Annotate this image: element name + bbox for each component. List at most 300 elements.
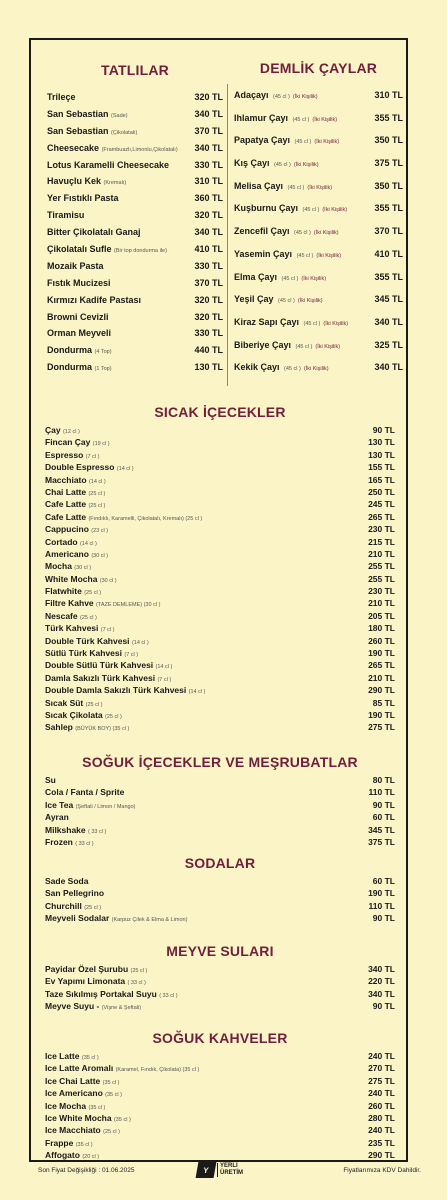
menu-item-label: [47, 278, 111, 288]
menu-item-price: 345 TL: [374, 294, 403, 305]
menu-item-name: San Pellegrino: [45, 888, 105, 899]
menu-item-note: (7 cl ): [157, 676, 172, 683]
menu-item-price: 155 TL: [368, 462, 395, 473]
menu-item-note: (35 cl ): [88, 1104, 106, 1111]
menu-item-name: Cafe Latte: [45, 499, 87, 510]
menu-item-price: 180 TL: [368, 623, 395, 634]
menu-item-price: 310 TL: [194, 176, 223, 187]
menu-item: [45, 837, 395, 849]
menu-item-price: 80 TL: [372, 775, 395, 785]
menu-item: [45, 1150, 395, 1162]
menu-item: [45, 524, 395, 536]
menu-item-volume: (45 cl ): [302, 207, 320, 214]
menu-item-price: 275 TL: [368, 1075, 395, 1086]
menu-item-label: [45, 964, 147, 974]
menu-item: [45, 425, 395, 437]
hot-drinks-heading: SICAK İÇECEKLER: [154, 404, 286, 420]
menu-item-volume: (45 cl ): [292, 116, 310, 123]
menu-item-name: Kış Çayı: [234, 158, 270, 169]
menu-item-name: Ice Latte: [45, 1051, 80, 1061]
menu-item-note: (Sade): [111, 112, 128, 119]
menu-item-label: [45, 537, 97, 547]
menu-item-volume: (45 cl ): [294, 139, 312, 146]
menu-item-name: Milkshake: [45, 824, 86, 835]
menu-item-name: Macchiato: [45, 474, 87, 485]
menu-item-name: Türk Kahvesi: [45, 623, 99, 634]
menu-item-note: (12 cl ): [62, 429, 80, 435]
menu-item-note: (35 cl ): [102, 1079, 120, 1086]
menu-item-note: (Vişne & Şeftali): [101, 1005, 142, 1012]
menu-item-label: [47, 126, 137, 136]
menu-item: [45, 888, 395, 900]
menu-item-name: Meyve Suyu -: [45, 1001, 100, 1012]
menu-item: [47, 210, 223, 227]
menu-item-label: [45, 450, 99, 460]
menu-item-note: ( 33 cl ): [88, 828, 107, 835]
iced-coffees-heading: SOĞUK KAHVELER: [152, 1030, 288, 1046]
menu-item-name: Dondurma: [47, 362, 92, 373]
menu-item-price: 210 TL: [368, 672, 395, 683]
menu-item: [45, 462, 395, 474]
menu-item-price: 90 TL: [372, 799, 395, 810]
menu-item: [47, 227, 223, 244]
menu-item-name: Adaçayı: [234, 90, 269, 100]
menu-item-name: San Sebastian: [47, 108, 109, 119]
menu-item-label: [45, 1125, 120, 1135]
menu-item-label: [45, 574, 117, 584]
menu-item-name: Ice Mocha: [45, 1100, 87, 1111]
menu-item-note: (Çikolatalı): [111, 129, 138, 136]
menu-item-note: (Şeftali / Limon / Mango): [75, 803, 136, 810]
menu-item-name: Americano: [45, 548, 89, 559]
menu-item-name: Frappe: [45, 1137, 74, 1148]
menu-item: [45, 1138, 395, 1150]
menu-item-price: 90 TL: [372, 425, 395, 435]
menu-item: [45, 673, 395, 685]
menu-item-price: 410 TL: [194, 244, 223, 255]
menu-item: [47, 295, 223, 312]
menu-item-note: (İki Kişilik): [314, 139, 340, 146]
menu-item-name: Sahlep: [45, 722, 73, 733]
menu-item-price: 440 TL: [194, 345, 223, 356]
menu-item: [47, 109, 223, 126]
menu-item-volume: (45 cl ): [295, 343, 313, 350]
menu-item-price: 165 TL: [368, 474, 395, 485]
menu-item-price: 355 TL: [374, 203, 403, 214]
menu-item: [45, 598, 395, 610]
menu-item: [45, 623, 395, 635]
menu-item: [45, 710, 395, 722]
menu-item-price: 260 TL: [368, 635, 395, 646]
menu-item-name: Ihlamur Çayı: [234, 112, 289, 123]
menu-item-name: Yasemin Çayı: [234, 248, 293, 259]
menu-item-price: 240 TL: [368, 1051, 395, 1061]
menu-frame: [29, 38, 408, 1162]
menu-item-label: [47, 143, 178, 153]
menu-item: [47, 143, 223, 160]
menu-item-note: (İki Kişilik): [316, 252, 342, 259]
menu-item-label: [45, 698, 102, 708]
menu-item: [45, 722, 395, 734]
menu-item-price: 110 TL: [368, 900, 395, 911]
menu-item-name: Çikolatalı Sufle: [47, 244, 112, 255]
menu-item-label: [47, 227, 141, 237]
menu-item-price: 210 TL: [368, 548, 395, 559]
menu-item-price: 190 TL: [368, 648, 395, 659]
menu-item-note: (30 cl ): [74, 565, 92, 572]
menu-item: [234, 226, 403, 249]
menu-item-price: 270 TL: [368, 1063, 395, 1074]
menu-item-label: [234, 158, 319, 168]
menu-item-label: [234, 181, 332, 191]
menu-item-name: Kuşburnu Çayı: [234, 203, 299, 214]
menu-item-label: [45, 837, 94, 847]
menu-item-price: 265 TL: [368, 660, 395, 671]
menu-item: [47, 176, 223, 193]
menu-item-label: [45, 775, 56, 785]
menu-item: [47, 312, 223, 329]
menu-item-price: 215 TL: [368, 536, 395, 547]
menu-item-price: 350 TL: [374, 135, 403, 146]
menu-item: [45, 499, 395, 511]
menu-item: [45, 800, 395, 812]
menu-item-label: [45, 1076, 119, 1086]
menu-item-name: Mocha: [45, 561, 72, 572]
menu-item-note: ( 33 cl ): [159, 992, 178, 999]
menu-item-name: Fincan Çay: [45, 437, 91, 448]
menu-item: [45, 876, 395, 888]
menu-item-label: [234, 362, 329, 372]
menu-item-price: 370 TL: [374, 226, 403, 237]
menu-item-price: 355 TL: [374, 271, 403, 282]
menu-item-name: Ice White Mocha: [45, 1112, 112, 1123]
menu-item: [45, 611, 395, 623]
menu-item-label: [45, 710, 122, 720]
menu-item-label: [47, 160, 169, 170]
menu-item: [45, 825, 395, 837]
menu-item-note: (İki Kişilik): [293, 162, 319, 169]
menu-item-note: (Fındıklı, Karamelli, Çikolatalı, Kremalı) (25 cl ): [88, 515, 203, 522]
menu-item-name: Browni Cevizli: [47, 311, 109, 322]
menu-item: [45, 1101, 395, 1113]
menu-item-name: Cheesecake: [47, 142, 100, 153]
menu-item: [234, 249, 403, 272]
menu-item: [45, 913, 395, 925]
menu-item-volume: (45 cl ): [303, 320, 321, 327]
menu-item-name: Filtre Kahve: [45, 598, 94, 609]
menu-item-note: (Frambuazlı,Limonlu,Çikolatalı): [101, 146, 178, 153]
menu-item-name: Sıcak Çikolata: [45, 709, 103, 720]
menu-item-name: Sade Soda: [45, 876, 89, 886]
menu-item-note: (TAZE DEMLEME) (30 cl ): [96, 602, 161, 609]
menu-item-price: 330 TL: [194, 328, 223, 339]
menu-item-note: (1 Top): [94, 366, 112, 373]
menu-item-name: Damla Sakızlı Türk Kahvesi: [45, 672, 156, 683]
menu-item-label: [47, 176, 126, 186]
menu-item-note: ( 33 cl ): [75, 840, 94, 847]
menu-item-note: (35 cl ): [113, 1116, 131, 1123]
menu-item-label: [47, 109, 128, 119]
menu-item-note: (Bir top dondurma ile): [114, 248, 167, 255]
menu-item-label: [45, 586, 101, 596]
yerli-uretim-icon: Y: [196, 1162, 217, 1178]
menu-item-note: (7 cl ): [100, 627, 115, 634]
menu-item-label: [45, 561, 91, 571]
menu-item: [234, 294, 403, 317]
menu-item-name: Cola / Fanta / Sprite: [45, 787, 125, 798]
menu-item-note: (35 cl ): [105, 1092, 122, 1099]
menu-item: [47, 160, 223, 177]
menu-item: [45, 989, 395, 1001]
menu-item-label: [234, 135, 339, 145]
menu-item: [234, 135, 403, 158]
juices-section: [45, 943, 395, 1014]
menu-item-name: Ice Latte Aromalı: [45, 1063, 114, 1074]
menu-item-note: (7 cl ): [124, 652, 139, 659]
menu-item: [47, 362, 223, 379]
menu-item: [45, 901, 395, 913]
menu-item-label: [45, 524, 108, 534]
menu-item-volume: (45 cl ): [273, 94, 290, 100]
menu-item-note: ( 33 cl ): [127, 980, 146, 987]
menu-item-price: 360 TL: [194, 193, 223, 204]
menu-item-price: 240 TL: [368, 1088, 395, 1099]
menu-item: [45, 1063, 395, 1075]
menu-item-label: [45, 598, 160, 608]
menu-item-name: Dondurma: [47, 345, 92, 356]
menu-item-note: (İki Kişilik): [312, 116, 338, 123]
menu-item-price: 245 TL: [368, 499, 395, 510]
menu-item: [47, 126, 223, 143]
menu-item-price: 340 TL: [194, 142, 223, 153]
menu-item-price: 255 TL: [368, 561, 395, 572]
desserts-section: [47, 62, 223, 379]
cold-drinks-section: [45, 754, 395, 849]
menu-item-label: [234, 294, 323, 304]
menu-item-volume: (45 cl ): [281, 275, 299, 282]
menu-item-note: (25 cl ): [105, 713, 122, 720]
menu-item-price: 265 TL: [368, 511, 395, 522]
menu-item-price: 320 TL: [194, 294, 223, 305]
menu-item-note: (BÜYÜK BOY) (35 cl ): [75, 726, 130, 733]
last-price-change: Son Fiyat Değişikliği : 01.06.2025: [38, 1167, 135, 1174]
menu-item-label: [45, 685, 205, 695]
menu-item: [234, 90, 403, 113]
menu-item-label: [47, 244, 167, 254]
menu-item-label: [45, 673, 171, 683]
cold-drinks-heading: SOĞUK İÇECEKLER VE MEŞRUBATLAR: [82, 754, 358, 770]
menu-item-label: [234, 272, 326, 282]
menu-item-price: 235 TL: [368, 1137, 395, 1148]
menu-item-label: [234, 249, 341, 259]
menu-item-price: 60 TL: [372, 812, 395, 823]
menu-item-label: [45, 787, 124, 797]
menu-item-name: Fıstık Mucizesi: [47, 277, 111, 288]
menu-item-note: (İki Kişilik): [297, 298, 323, 305]
menu-item: [45, 512, 395, 524]
menu-item: [45, 487, 395, 499]
menu-item-price: 350 TL: [374, 180, 403, 191]
menu-item-name: Double Damla Sakızlı Türk Kahvesi: [45, 685, 187, 696]
menu-item-name: Cafe Latte: [45, 511, 87, 522]
menu-item-volume: (45 cl ): [296, 252, 314, 259]
menu-item-price: 90 TL: [372, 913, 395, 924]
menu-item-name: Kırmızı Kadife Pastası: [47, 294, 142, 305]
menu-item-volume: (45 cl ): [278, 298, 295, 305]
menu-item-label: [234, 203, 347, 213]
menu-item-label: [45, 800, 136, 810]
menu-item-price: 355 TL: [374, 112, 403, 123]
menu-item-note: (İki Kişilik): [315, 343, 341, 350]
menu-item-price: 230 TL: [368, 586, 395, 597]
menu-item-price: 60 TL: [372, 876, 395, 886]
menu-item-note: (25 cl ): [103, 1129, 120, 1136]
menu-item-label: [45, 1088, 122, 1098]
menu-item-note: (7 cl ): [85, 453, 100, 460]
menu-item-label: [45, 636, 149, 646]
menu-item-label: [45, 437, 110, 447]
menu-item-name: Havuçlu Kek: [47, 176, 102, 187]
menu-item-price: 110 TL: [368, 787, 395, 798]
menu-item-note: (4 Top): [94, 349, 112, 356]
menu-item-label: [45, 1138, 93, 1148]
menu-item-note: (35 cl ): [81, 1055, 99, 1061]
menu-item-price: 210 TL: [368, 598, 395, 609]
menu-item: [45, 1051, 395, 1063]
menu-item-volume: (45 cl ): [287, 184, 305, 191]
menu-item: [234, 362, 403, 385]
menu-item-label: [45, 475, 106, 485]
menu-item-name: Affogato: [45, 1150, 80, 1161]
menu-item-name: Espresso: [45, 449, 84, 460]
menu-item-name: Su: [45, 775, 56, 785]
menu-item-label: [45, 1063, 199, 1073]
menu-item-label: [45, 1101, 105, 1111]
menu-item-price: 190 TL: [368, 709, 395, 720]
menu-item-name: Churchill: [45, 900, 82, 911]
menu-item-note: (14 cl ): [79, 540, 97, 547]
menu-item-price: 90 TL: [372, 1001, 395, 1012]
menu-item-volume: (45 cl ): [284, 366, 301, 373]
menu-item-label: [45, 1051, 99, 1061]
menu-item: [45, 1113, 395, 1125]
sodas-heading: SODALAR: [184, 855, 256, 871]
menu-item: [47, 328, 223, 345]
menu-item-name: Bitter Çikolatalı Ganaj: [47, 227, 141, 238]
menu-item-label: [45, 487, 105, 497]
menu-item: [45, 1001, 395, 1013]
logo-text: [217, 1163, 243, 1177]
menu-item-label: [45, 462, 134, 472]
menu-item-label: [45, 888, 104, 898]
menu-item: [45, 586, 395, 598]
menu-item-name: Cortado: [45, 536, 78, 547]
menu-item-name: Yer Fıstıklı Pasta: [47, 193, 119, 204]
menu-item-price: 130 TL: [368, 437, 395, 448]
menu-item-name: Elma Çayı: [234, 271, 278, 282]
menu-item-label: [234, 90, 318, 100]
menu-item-price: 340 TL: [374, 362, 403, 373]
menu-item-label: [47, 328, 111, 338]
menu-item-note: (İki Kişilik): [313, 230, 339, 237]
footer: [0, 1163, 447, 1194]
menu-item-label: [45, 623, 115, 633]
menu-item-name: Cappucino: [45, 524, 89, 535]
menu-item: [45, 574, 395, 586]
menu-item-name: Flatwhite: [45, 586, 82, 597]
menu-item: [45, 450, 395, 462]
menu-item-note: (30 cl ): [99, 577, 117, 584]
menu-item-name: Biberiye Çayı: [234, 339, 292, 350]
menu-item-name: Ice Macchiato: [45, 1125, 101, 1136]
menu-item-label: [45, 1113, 131, 1123]
menu-item-name: Papatya Çayı: [234, 135, 291, 146]
menu-item: [47, 261, 223, 278]
menu-item-label: [47, 92, 76, 102]
menu-item: [45, 685, 395, 697]
menu-item-name: Ice Chai Latte: [45, 1075, 101, 1086]
sodas-section: [45, 855, 395, 926]
menu-item-name: Lotus Karamelli Cheesecake: [47, 159, 170, 170]
menu-item-note: (Karpuz Çilek & Elma & Limon): [111, 917, 188, 924]
menu-item-volume: (45 cl ): [294, 230, 311, 237]
menu-item-note: (30 cl ): [91, 552, 109, 559]
menu-item-name: Nescafe: [45, 610, 78, 621]
menu-item-note: (23 cl ): [91, 528, 109, 535]
teapot-teas-heading: DEMLİK ÇAYLAR: [259, 60, 378, 76]
menu-item-name: Ice Tea: [45, 799, 74, 810]
menu-item-name: Çay: [45, 425, 61, 435]
menu-item-price: 330 TL: [194, 260, 223, 271]
menu-item-label: [234, 226, 339, 236]
menu-item-price: 320 TL: [194, 92, 223, 102]
menu-item: [45, 1088, 395, 1100]
menu-item-label: [45, 1001, 141, 1011]
juices-heading: MEYVE SULARI: [166, 943, 274, 959]
menu-item: [45, 475, 395, 487]
menu-item: [45, 787, 395, 799]
menu-item-name: Payidar Özel Şurubu: [45, 964, 129, 974]
menu-item-name: Kiraz Sapı Çayı: [234, 316, 300, 327]
yerli-uretim-logo: [197, 1162, 243, 1178]
iced-coffees-section: [45, 1030, 395, 1163]
menu-item-price: 220 TL: [368, 976, 395, 987]
menu-item-note: (İki Kişilik): [301, 275, 327, 282]
menu-item: [234, 317, 403, 340]
menu-item-price: 340 TL: [194, 227, 223, 238]
menu-item-price: 275 TL: [368, 722, 395, 733]
menu-item-price: 340 TL: [368, 964, 395, 974]
menu-item-label: [45, 425, 80, 435]
menu-item: [45, 976, 395, 988]
menu-item-name: Kekik Çayı: [234, 362, 280, 373]
menu-item-price: 290 TL: [368, 1150, 395, 1161]
menu-item-label: [45, 876, 88, 886]
menu-item-note: (35 cl ): [75, 1141, 93, 1148]
vat-note: Fiyatlarımıza KDV Dahildir.: [343, 1167, 421, 1174]
logo-line-1: YERLİ: [220, 1163, 238, 1169]
menu-item: [45, 437, 395, 449]
menu-item-name: Melisa Çayı: [234, 180, 284, 191]
menu-item-label: [47, 261, 104, 271]
menu-item-label: [45, 648, 138, 658]
menu-item-label: [45, 549, 108, 559]
menu-item: [45, 812, 395, 824]
menu-item-price: 130 TL: [368, 449, 395, 460]
menu-item-name: Double Espresso: [45, 462, 115, 473]
menu-item-note: (14 cl ): [155, 664, 173, 671]
menu-item-label: [45, 611, 97, 621]
